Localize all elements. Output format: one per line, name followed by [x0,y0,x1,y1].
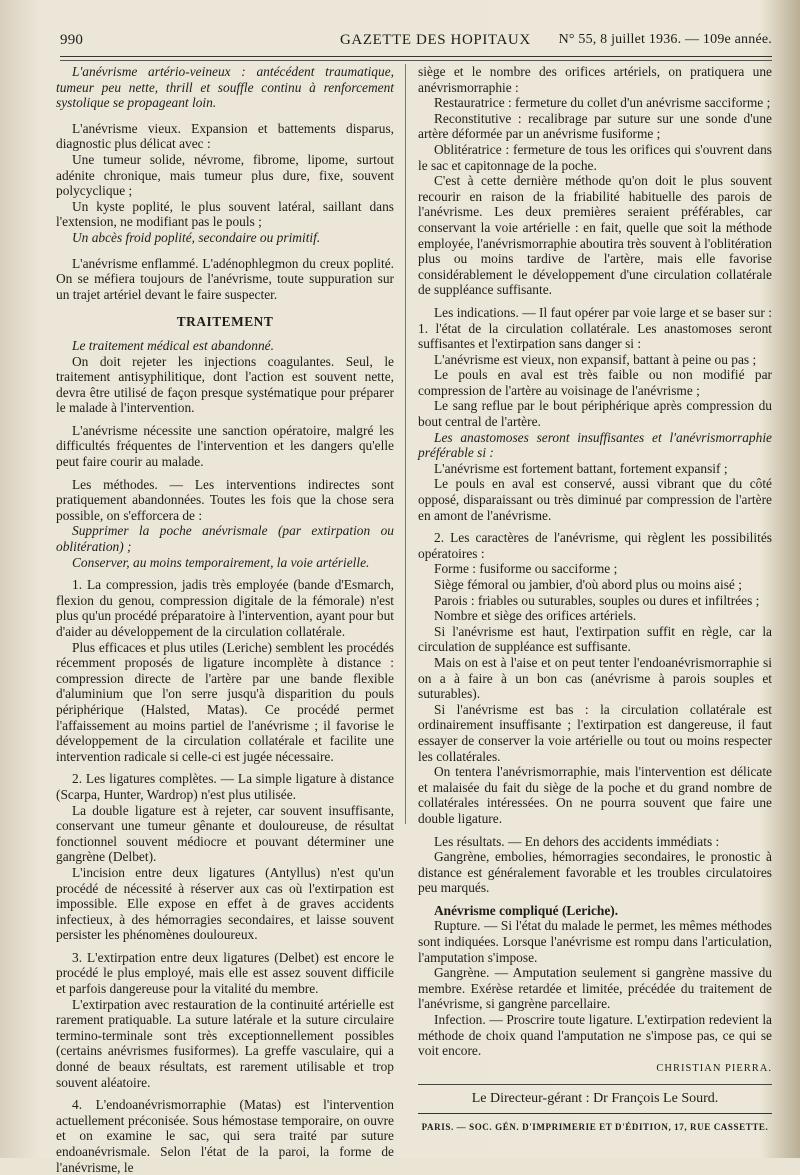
paragraph: L'anévrisme enflammé. L'adénophlegmon du creux poplité. On se méfiera toujours de l'anévrisme, toute suppuration sur un trajet artériel devant le faire suspecter. [56,255,394,302]
paragraph: Si l'anévrisme est haut, l'extirpation suffit en règle, car la circulation de suppléance est suffisante. [418,623,772,655]
journal-title: GAZETTE DES HOPITAUX [340,32,531,48]
paragraph: Gangrène, embolies, hémorragies secondaires, le pronostic à distance est généralement favorable et les troubles circulatoires peu marqués. [418,849,772,896]
paragraph: Conserver, au moins temporairement, la voie artérielle. [72,554,370,570]
left-column [56,64,394,1175]
paragraph: Rupture. — Si l'état du malade le permet, les mêmes méthodes sont indiquées. Lorsque l'anévrisme est rompu dans l'articulation, l'amputation s'impose. [418,918,772,965]
paragraph: L'anévrisme nécessite une sanction opératoire, malgré les difficultés fréquentes de l'intervention et les dangers qu'elle peut faire courir au malade. [56,422,394,470]
paragraph: Parois : friables ou suturables, souples ou dures et infiltrées ; [434,592,760,608]
paragraph: Les indications. — Il faut opérer par voie large et se baser sur : 1. l'état de la circulation collatérale. Les anastomoses seront suffisantes et l'extirpation sans danger si : [418,304,772,352]
paragraph: 3. L'extirpation entre deux ligatures (Delbet) est encore le procédé le plus employé, mais elle est assez souvent difficile et parfois dangereuse pour la vitalité du membre. [56,949,394,997]
paragraph: Gangrène. — Amputation seulement si gangrène massive du membre. Exérèse retardée et limitée, précédée du traitement de l'anévrisme, si gangrène parcellaire. [418,965,772,1012]
paragraph: siège et le nombre des orifices artériels, on pratiquera une anévrismorraphie : [418,64,772,95]
paragraph: Les résultats. — En dehors des accidents immédiats : [434,833,720,849]
paragraph: Siège fémoral ou jambier, d'où abord plus ou moins aisé ; [434,577,742,592]
right-column [418,64,772,1136]
paragraph: Le traitement médical est abandonné. [72,337,274,353]
paragraph: L'anévrisme est fortement battant, fortement expansif ; [434,460,728,476]
paragraph: Les méthodes. — Les interventions indirectes sont pratiquement abandonnées. Toutes les fois que la chose sera possible, on s'efforcera de : [56,476,394,523]
paragraph: L'anévrisme vieux. Expansion et battements disparus, diagnostic plus délicat avec : [56,120,394,152]
paragraph: Forme : fusiforme ou sacciforme ; [434,561,618,577]
paragraph: Reconstitutive : recalibrage par suture sur une sonde d'une artère déformée par un anévrisme fusiforme ; [418,110,772,142]
paragraph: Nombre et siège des orifices artériels. [434,608,637,624]
paragraph: Une tumeur solide, névrome, fibrome, lipome, surtout adénite chronique, mais tumeur plus dure, fixe, souvent polycyclique ; [56,151,394,199]
paragraph: Le pouls en aval est conservé, aussi vibrant que du côté opposé, disparaissant ou très diminué par compression de l'artère en amont de l'anévrisme. [418,476,772,523]
paragraph: On tentera l'anévrismorraphie, mais l'intervention est délicate et malaisée du fait du siège de la poche et du grand nombre de collatérales intéressées. On ne pourra souvent que faire une double ligature. [418,764,772,826]
paragraph: La double ligature est à rejeter, car souvent insuffisante, conservant une tumeur gênante et douloureuse, de résultat fonctionnel souvent médiocre et pouvant déterminer une gangrène (Delbet). [56,802,394,865]
paragraph: Le pouls en aval est très faible ou non modifié par compression de l'artère au voisinage de l'anévrisme ; [418,367,772,398]
paragraph: Anévrisme compliqué (Leriche). [434,902,619,918]
paragraph: L'extirpation avec restauration de la continuité artérielle est rarement pratiquable. La suture latérale et la suture circulaire termino-terminale sont très exceptionnellement possibles (certains anévrismes fusiformes). La greffe vasculaire, qui a donné de beaux résultats, est rarement utilisable et trop souvent aléatoire. [56,996,394,1090]
paragraph: Un kyste poplité, le plus souvent latéral, saillant dans l'extension, ne modifiant pas le pouls ; [56,198,394,230]
director-line: Le Directeur-gérant : Dr François Le Sourd. [471,1091,719,1107]
issue-info: N° 55, 8 juillet 1936. — 109e année. [558,32,772,47]
paragraph: Plus efficaces et plus utiles (Leriche) semblent les procédés récemment proposés de ligature incomplète à distance : compression directe de l'artère par une bande flexible d'aluminium que l'on serre jusqu'à disparition du pouls périphérique (Halsted, Matas). Ce procédé permet l'affaissement au moins partiel de l'anévrisme ; il favorise le développement de la circulation collatérale et facilite une intervention radicale si celle-ci est jugée nécessaire. [56,639,394,764]
author-signature: CHRISTIAN PIERRA. [656,1062,772,1074]
paragraph: Infection. — Proscrire toute ligature. L'extirpation redevient la méthode de choix quand l'amputation ne s'impose pas, ce qui se voit encore. [418,1012,772,1059]
column-divider [405,64,406,824]
header-rule-thin [60,60,772,61]
imprint-rule [418,1113,772,1114]
paragraph: Un abcès froid poplité, secondaire ou primitif. [72,229,321,245]
paragraph: Les anastomoses seront insuffisantes et l'anévrismorraphie préférable si : [418,429,772,461]
paragraph: L'anévrisme artério-veineux : antécédent traumatique, tumeur peu nette, thrill et souffle continu à renforcement systolique se propageant loin. [56,64,394,111]
paragraph: 4. L'endoanévrismorraphie (Matas) est l'intervention actuellement préconisée. Sous hémostase temporaire, on ouvre et on examine le sac, qui sera traité par suture endoanévrismale. Selon l'état de la paroi, la forme de l'anévrisme, le [56,1097,394,1175]
section-title: TRAITEMENT [176,314,274,330]
paragraph: Oblitératrice : fermeture de tous les orifices qui s'ouvrent dans le sac et capitonnage de la poche. [418,141,772,173]
paragraph: 2. Les ligatures complètes. — La simple ligature à distance (Scarpa, Hunter, Wardrop) n'est plus utilisée. [56,771,394,802]
footer-rule [418,1084,772,1085]
paragraph: Supprimer la poche anévrismale (par extirpation ou oblitération) ; [56,523,394,555]
paragraph: L'anévrisme est vieux, non expansif, battant à peine ou pas ; [434,351,757,367]
paragraph: 2. Les caractères de l'anévrisme, qui règlent les possibilités opératoires : [418,530,772,561]
paragraph: Le sang reflue par le bout périphérique après compression du bout central de l'artère. [418,398,772,430]
paragraph: 1. La compression, jadis très employée (bande d'Esmarch, flexion du genou, compression digitale de la fémorale) n'est plus qu'un procédé préparatoire à l'intervention, ayant pour but d'aider au développement de la circulation collatérale. [56,577,394,639]
page-number: 990 [60,32,84,48]
paragraph: Mais on est à l'aise et on peut tenter l'endoanévrismorraphie si on a à faire à un bon cas (anévrisme à parois souples et suturables). [418,654,772,702]
paragraph: Restauratrice : fermeture du collet d'un anévrisme sacciforme ; [434,95,771,111]
imprint-line: PARIS. — SOC. GÉN. D'IMPRIMERIE ET D'ÉDITION, 17, RUE CASSETTE. [421,1122,769,1132]
paragraph: Si l'anévrisme est bas : la circulation collatérale est ordinairement insuffisante ; l'extirpation est dangereuse, il faut essayer de conserver la voie artérielle ou tout ou moins respecter les collatérales. [418,701,772,764]
paragraph: C'est à cette dernière méthode qu'on doit le plus souvent recourir en raison de la friabilité habituelle des parois de l'anévrisme. Les deux premières seraient préférables, car conservant la voie artérielle : en fait, quelle que soit la méthode employée, l'anévrismorraphie aboutira très souvent à l'oblitération plus ou moins tardive de l'artère, mais elle favorise considérablement le développement d'une circulation collatérale de suppléance suffisante. [418,173,772,298]
page-header [60,30,772,54]
header-rule [60,56,772,57]
paragraph: On doit rejeter les injections coagulantes. Seul, le traitement antisyphilitique, dont l'action est souvent nette, devra être utilisé de façon presque systématique pour préparer le malade à l'intervention. [56,353,394,416]
paragraph: L'incision entre deux ligatures (Antyllus) n'est qu'un procédé de nécessité à réserver aux cas où l'extirpation est impossible. Elle expose en effet à de graves accidents infectieux, à des hémorragies secondaires, et laisse souvent persister les phénomènes douloureux. [56,864,394,943]
